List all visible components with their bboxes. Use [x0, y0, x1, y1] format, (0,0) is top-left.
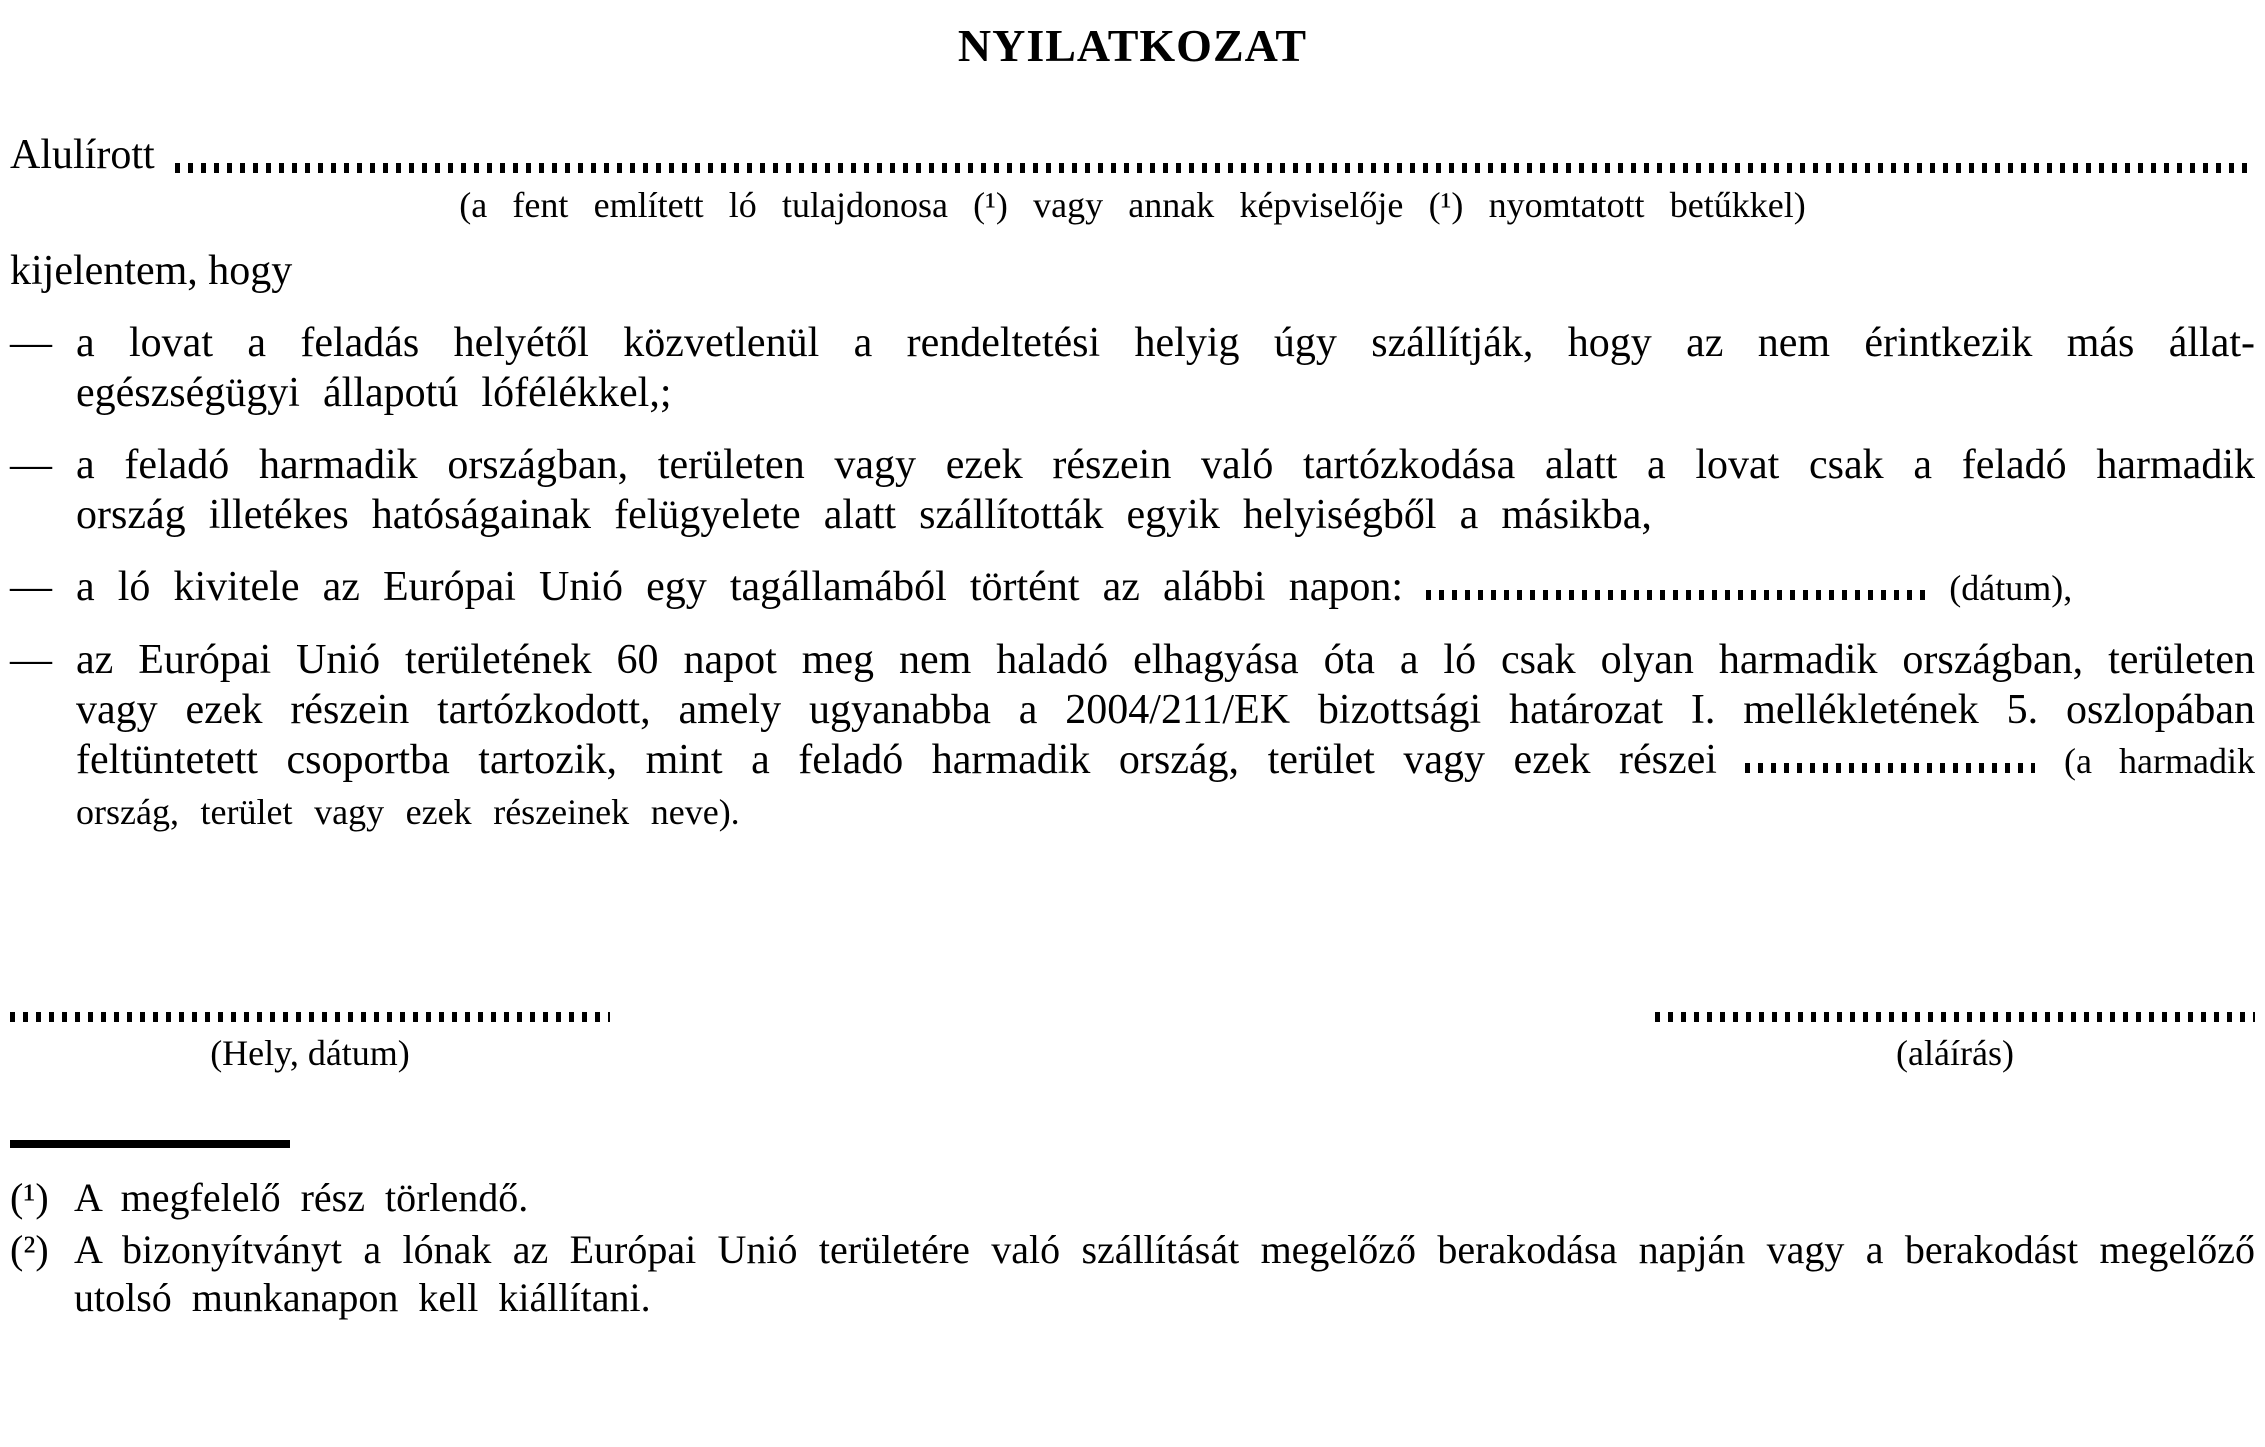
country-fill-in-line — [1745, 763, 2035, 773]
list-item-2-text: a feladó harmadik országban, területen vagy ezek részein való tartózkodása alatt a lovat csak a feladó harmadik ország illetékes hatóságainak felügyelete alatt szállították egyik helyiségből a másikba, — [76, 442, 2255, 538]
signature-section — [10, 1012, 2255, 1076]
undersigned-fill-in-line — [175, 163, 2255, 173]
bullet-dash: — — [10, 320, 52, 366]
undersigned-caption: (a fent említett ló tulajdonosa (¹) vagy annak képviselője (¹) nyomtatott betűkkel) — [459, 185, 1806, 225]
residence-text: az Európai Unió területének 60 napot meg nem haladó elhagyása óta a ló csak olyan harmadik országban, területen vagy ezek részein tartózkodott, amely ugyanabba a 2004/211/EK bizottsági határozat I. mellékletének 5. oszlopában feltüntetett csoportba tartozik, mint a feladó harmadik ország, terület vagy ezek részei — [76, 637, 2255, 783]
list-item-3 — [10, 562, 2255, 613]
date-hint-label: (dátum), — [1949, 568, 2073, 608]
footnote-1-marker: (¹) — [10, 1175, 49, 1220]
date-fill-in-line — [1426, 590, 1926, 600]
undersigned-label: Alulírott — [10, 132, 155, 178]
footnote-2-marker: (²) — [10, 1227, 49, 1272]
bullet-dash: — — [10, 637, 52, 683]
footnote-2-text: A bizonyítványt a lónak az Európai Unió területére való szállítását megelőző berakodása napján vagy a berakodást megelőző utolsó munkanapon kell kiállítani. — [74, 1227, 2255, 1320]
list-item-1-text: a lovat a feladás helyétől közvetlenül a rendeltetési helyig úgy szállítják, hogy az nem érintkezik más állat-egészségügyi állapotú lófélékkel,; — [76, 320, 2255, 416]
place-date-block — [10, 1012, 610, 1076]
list-item-4 — [10, 635, 2255, 837]
list-item-3-text — [76, 562, 2255, 613]
document-title: NYILATKOZAT — [957, 20, 1308, 71]
declare-statement: kijelentem, hogy — [10, 248, 293, 294]
footnote-separator-rule — [10, 1140, 290, 1148]
export-date-text: a ló kivitele az Európai Unió egy tagállamából történt az alábbi napon: — [76, 564, 1404, 610]
footnote-1 — [10, 1174, 2255, 1222]
undersigned-row — [10, 130, 2255, 180]
signature-label: (aláírás) — [1896, 1033, 2014, 1073]
bullet-dash: — — [10, 564, 52, 610]
place-date-fill-in-line — [10, 1012, 610, 1022]
footnote-2 — [10, 1226, 2255, 1322]
list-item-2 — [10, 440, 2255, 540]
signature-block — [1655, 1012, 2255, 1076]
place-date-label: (Hely, dátum) — [210, 1033, 410, 1073]
list-item-4-text — [76, 635, 2255, 837]
bullet-dash: — — [10, 442, 52, 488]
footnote-1-text: A megfelelő rész törlendő. — [74, 1175, 529, 1220]
list-item-1 — [10, 318, 2255, 418]
signature-fill-in-line — [1655, 1012, 2255, 1022]
country-hint-label: (a harmadik ország, terület vagy ezek részeinek neve). — [76, 741, 2255, 832]
